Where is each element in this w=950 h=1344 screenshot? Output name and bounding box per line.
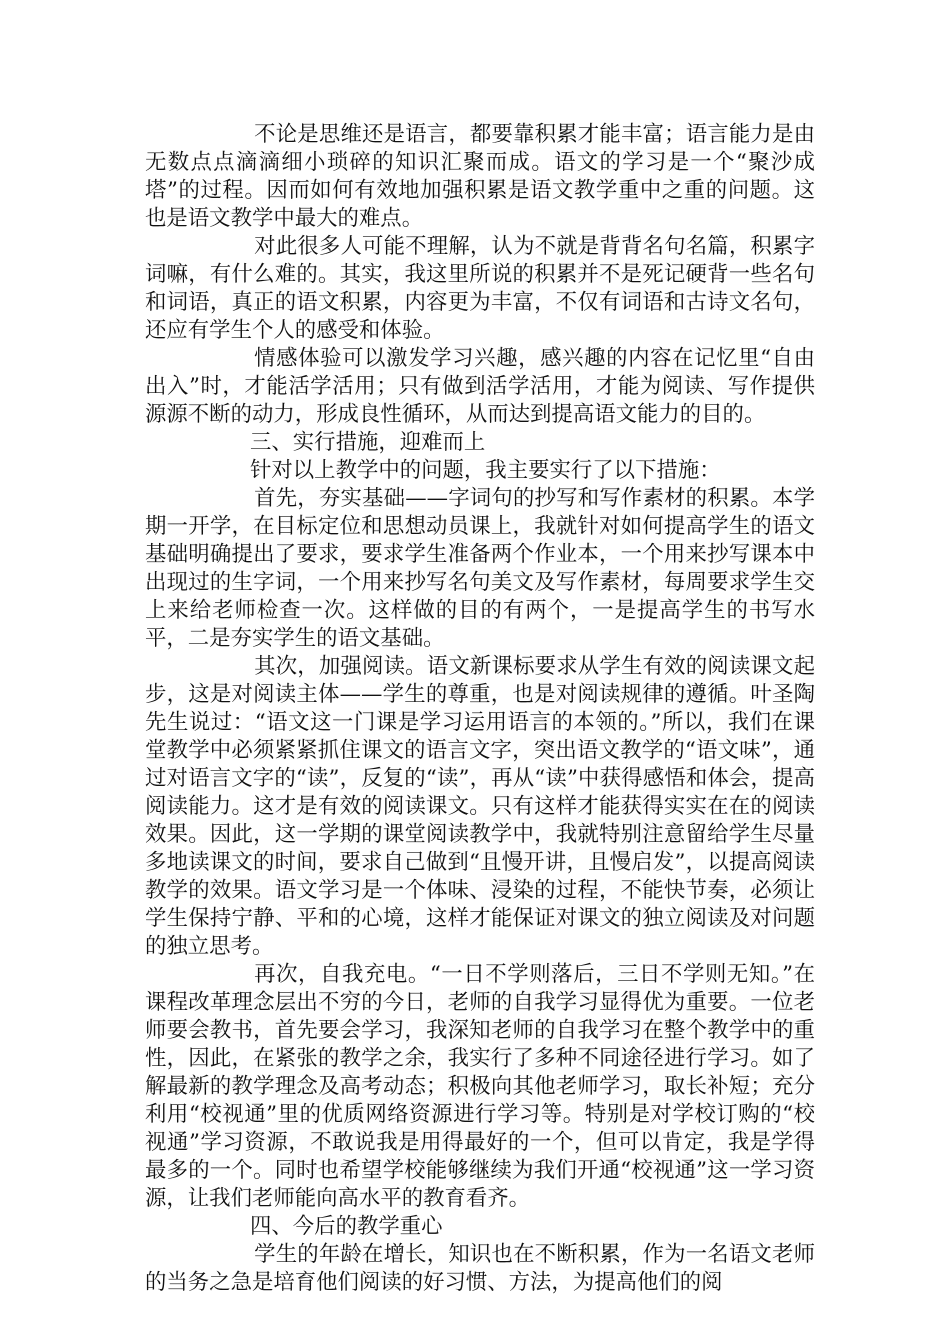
paragraph: 对此很多人可能不理解，认为不就是背背名句名篇，积累字词嘛，有什么难的。其实，我这里所说的积累并不是死记硬背一些名句和词语，真正的语文积累，内容更为丰富，不仅有词语和古诗文名句，还应有学生个人的感受和体验。: [145, 234, 815, 343]
document-body: [145, 121, 815, 1297]
section-heading: 四、今后的教学重心: [250, 1214, 443, 1239]
paragraph: 首先，夯实基础——字词句的抄写和写作素材的积累。本学期一开学，在目标定位和思想动员课上，我就针对如何提高学生的语文基础明确提出了要求，要求学生准备两个作业本，一个用来抄写课本中出现过的生字词，一个用来抄写名句美文及写作素材，每周要求学生交上来给老师检查一次。这样做的目的有两个，一是提高学生的书写水平，二是夯实学生的语文基础。: [145, 486, 815, 651]
paragraph: 情感体验可以激发学习兴趣，感兴趣的内容在记忆里“自由出入”时，才能活学活用；只有做到活学活用，才能为阅读、写作提供源源不断的动力，形成良性循环，从而达到提高语文能力的目的。: [145, 346, 815, 427]
paragraph: 不论是思维还是语言，都要靠积累才能丰富；语言能力是由无数点点滴滴细小琐碎的知识汇聚而成。语文的学习是一个“聚沙成塔”的过程。因而如何有效地加强积累是语文教学重中之重的问题。这也是语文教学中最大的难点。: [145, 122, 815, 231]
section-heading: 三、实行措施，迎难而上: [250, 430, 486, 455]
lead-paragraph: 针对以上教学中的问题，我主要实行了以下措施：: [250, 458, 721, 483]
paragraph: 再次，自我充电。“一日不学则落后，三日不学则无知。”在课程改革理念层出不穷的今日，老师的自我学习显得优为重要。一位老师要会教书，首先要会学习，我深知老师的自我学习在整个教学中的重性，因此，在紧张的教学之余，我实行了多种不同途径进行学习。如了解最新的教学理念及高考动态；积极向其他老师学习，取长补短；充分利用“校视通”里的优质网络资源进行学习等。特别是对学校订购的“校视通”学习资源，不敢说我是用得最好的一个，但可以肯定，我是学得最多的一个。同时也希望学校能够继续为我们开通“校视通”这一学习资源，让我们老师能向高水平的教育看齐。: [145, 962, 815, 1211]
paragraph: 其次，加强阅读。语文新课标要求从学生有效的阅读课文起步，这是对阅读主体——学生的尊重，也是对阅读规律的遵循。叶圣陶先生说过：“语文这一门课是学习运用语言的本领的。”所以，我们在课堂教学中必须紧紧抓住课文的语言文字，突出语文教学的“语文味”，通过对语言文字的“读”，反复的“读”，再从“读”中获得感悟和体会，提高阅读能力。这才是有效的阅读课文。只有这样才能获得实实在在的阅读效果。因此，这一学期的课堂阅读教学中，我就特别注意留给学生尽量多地读课文的时间，要求自己做到“且慢开讲，且慢启发”，以提高阅读教学的效果。语文学习是一个体味、浸染的过程，不能快节奏，必须让学生保持宁静、平和的心境，这样才能保证对课文的独立阅读及对问题的独立思考。: [145, 654, 815, 959]
paragraph: 学生的年龄在增长，知识也在不断积累，作为一名语文老师的当务之急是培育他们阅读的好习惯、方法，为提高他们的阅: [145, 1242, 815, 1295]
